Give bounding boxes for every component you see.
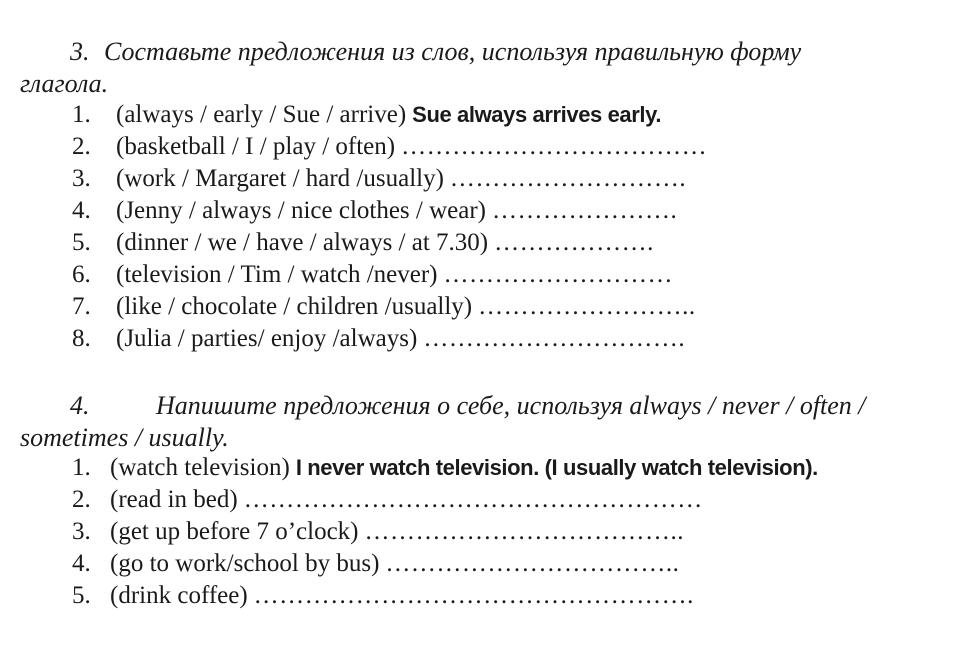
exercise-3-number: 3.: [70, 37, 90, 66]
item-number: 5.: [72, 582, 91, 609]
answer-blank: ……………….: [494, 229, 654, 256]
item-prompt: (Julia / parties/ enjoy /always): [116, 325, 418, 352]
item-prompt: (dinner / we / have / always / at 7.30): [116, 229, 489, 256]
exercise-3-instruction-line-2: глагола.: [20, 69, 109, 98]
answer-blank: ……………………..: [478, 293, 696, 320]
item-prompt: (go to work/school by bus): [110, 550, 380, 577]
item-number: 8.: [72, 325, 91, 352]
item-answer: I never watch television. (I usually watch television).: [295, 455, 818, 480]
item-number: 1.: [72, 454, 91, 481]
list-item: [72, 291, 707, 323]
exercise-3-list: [72, 99, 707, 355]
list-item: [72, 227, 707, 259]
item-prompt: (get up before 7 o’clock): [110, 518, 359, 545]
item-prompt: (always / early / Sue / arrive): [116, 101, 407, 128]
list-item: [72, 516, 818, 548]
item-number: 4.: [72, 550, 91, 577]
list-item: [72, 484, 818, 516]
item-number: 3.: [72, 165, 91, 192]
item-prompt: (read in bed): [110, 486, 238, 513]
item-number: 7.: [72, 293, 91, 320]
list-item: [72, 163, 707, 195]
exercise-4-number: 4.: [70, 391, 90, 420]
answer-blank: ………………………………..: [364, 518, 684, 545]
answer-blank: ………………………………………………: [243, 486, 703, 513]
exercise-4-list: [72, 452, 818, 612]
item-prompt: (drink coffee): [110, 582, 248, 609]
item-number: 3.: [72, 518, 91, 545]
item-number: 6.: [72, 261, 91, 288]
exercise-4-instruction-line-2: sometimes / usually.: [20, 423, 229, 452]
answer-blank: …………………………………………….: [253, 582, 694, 609]
exercise-4-instruction-line-1: Напишите предложения о себе, используя always / never / often /: [156, 391, 866, 420]
exercise-4-instruction: [20, 390, 938, 454]
answer-blank: ………………….: [492, 197, 678, 224]
item-number: 2.: [72, 133, 91, 160]
item-prompt: (basketball / I / play / often): [116, 133, 396, 160]
exercise-3-instruction-line-1: Составьте предложения из слов, используя правильную форму: [104, 37, 802, 66]
item-prompt: (television / Tim / watch /never): [116, 261, 438, 288]
item-number: 2.: [72, 486, 91, 513]
item-number: 5.: [72, 229, 91, 256]
item-prompt: (watch television): [110, 454, 290, 481]
list-item: [72, 323, 707, 355]
item-prompt: (work / Margaret / hard /usually): [116, 165, 444, 192]
item-number: 4.: [72, 197, 91, 224]
answer-blank: ………………………….: [423, 325, 686, 352]
list-item: [72, 99, 707, 131]
list-item: [72, 548, 818, 580]
answer-blank: ………………………: [443, 261, 673, 288]
list-item: [72, 131, 707, 163]
item-number: 1.: [72, 101, 91, 128]
item-answer: Sue always arrives early.: [412, 102, 662, 127]
exercise-3-instruction: [20, 36, 938, 100]
list-item: [72, 580, 818, 612]
answer-blank: ……………………………..: [385, 550, 680, 577]
list-item: [72, 259, 707, 291]
item-prompt: (like / chocolate / children /usually): [116, 293, 473, 320]
answer-blank: ……………………….: [449, 165, 687, 192]
item-prompt: (Jenny / always / nice clothes / wear): [116, 197, 487, 224]
list-item: [72, 195, 707, 227]
list-item: [72, 452, 818, 484]
answer-blank: ………………………………: [401, 133, 708, 160]
